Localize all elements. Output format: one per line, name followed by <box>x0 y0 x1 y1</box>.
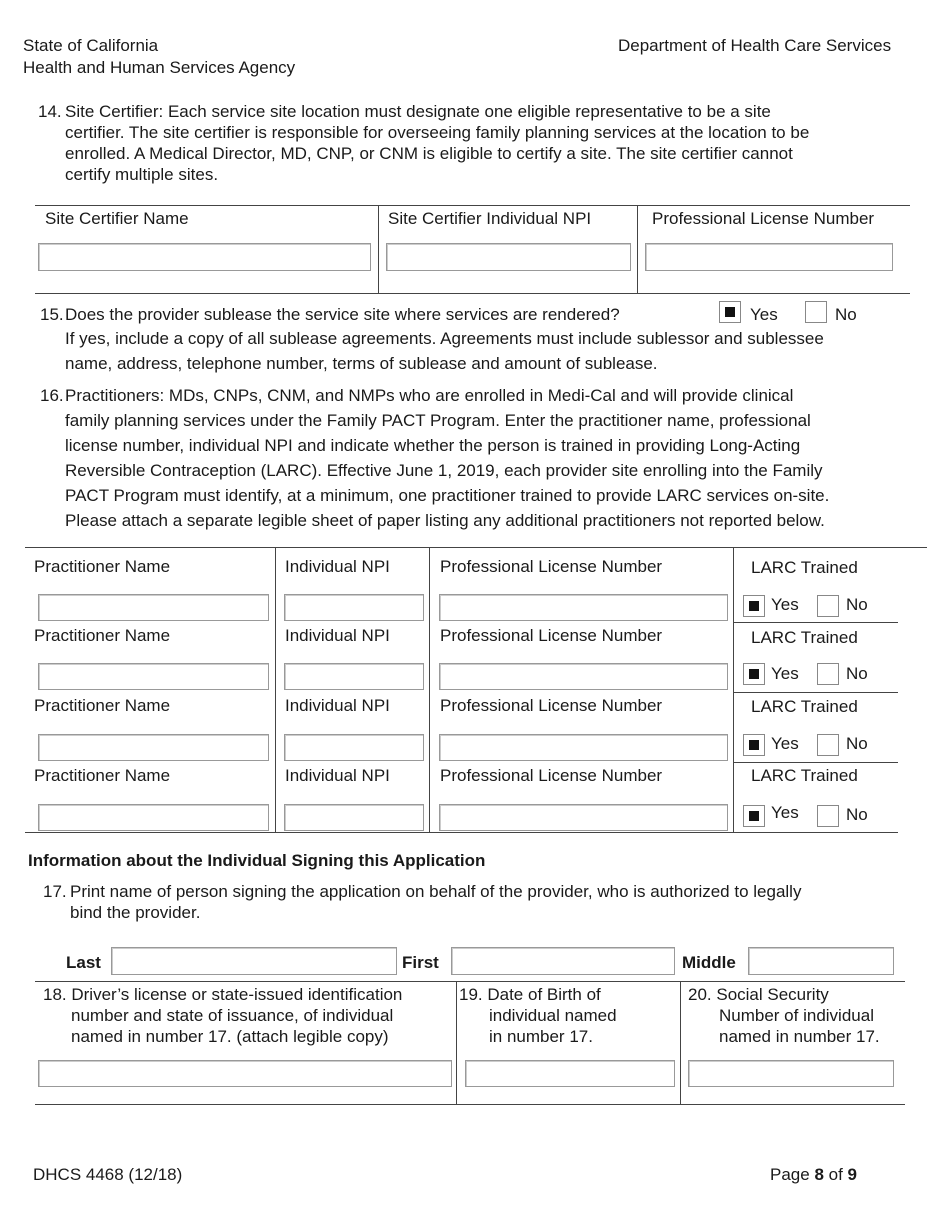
practitioner-npi-label: Individual NPI <box>285 696 390 715</box>
signer-col-divider <box>680 981 681 1105</box>
larc-no-checkbox[interactable] <box>817 805 839 827</box>
practitioner-name-label: Practitioner Name <box>34 766 171 785</box>
q14-col-divider <box>637 205 638 294</box>
signer-table-top-border <box>35 981 905 982</box>
practitioner-license-field[interactable] <box>439 804 728 831</box>
q14-line: Site Certifier: Each service site location must designate one eligible representative to be a site <box>65 102 771 121</box>
q20-label: Number of individual <box>719 1006 874 1025</box>
larc-yes-checkbox[interactable] <box>743 663 765 685</box>
practitioner-npi-field[interactable] <box>284 734 424 761</box>
page-of: of <box>823 1165 848 1184</box>
q14-number: 14. <box>38 102 62 121</box>
form-id: DHCS 4468 (12/18) <box>33 1165 183 1184</box>
site-certifier-name-label: Site Certifier Name <box>45 209 189 228</box>
q15-line: name, address, telephone number, terms of sublease and amount of sublease. <box>65 354 658 373</box>
page-current: 8 <box>814 1165 824 1184</box>
q14-table-top-border <box>35 205 910 206</box>
practitioner-name-label: Practitioner Name <box>34 696 171 715</box>
q14-line: certify multiple sites. <box>65 165 219 184</box>
practitioner-name-label: Practitioner Name <box>34 557 171 576</box>
q14-line: enrolled. A Medical Director, MD, CNP, or CNM is eligible to certify a site. The site certifier cannot <box>65 144 793 163</box>
q17-line: Print name of person signing the application on behalf of the provider, who is authorized to legally <box>70 882 802 901</box>
middle-name-label: Middle <box>682 953 736 972</box>
practitioner-name-field[interactable] <box>38 594 269 621</box>
practitioner-npi-field[interactable] <box>284 663 424 690</box>
middle-name-field[interactable] <box>748 947 894 975</box>
q20-label: named in number 17. <box>719 1027 880 1046</box>
practitioner-name-field[interactable] <box>38 804 269 831</box>
first-name-field[interactable] <box>451 947 675 975</box>
site-certifier-npi-label: Site Certifier Individual NPI <box>388 209 592 228</box>
site-certifier-license-label: Professional License Number <box>652 209 875 228</box>
page-number <box>770 1164 857 1185</box>
q19-label: 19. Date of Birth of <box>459 985 601 1004</box>
page-total: 9 <box>847 1165 857 1184</box>
larc-yes-label: Yes <box>771 664 799 683</box>
last-name-field[interactable] <box>111 947 397 975</box>
q17-number: 17. <box>43 882 67 901</box>
q16-line: Please attach a separate legible sheet of paper listing any additional practitioners not reported below. <box>65 511 825 530</box>
q16-line: Practitioners: MDs, CNPs, CNM, and NMPs who are enrolled in Medi-Cal and will provide clinical <box>65 386 794 405</box>
practitioner-license-label: Professional License Number <box>440 696 663 715</box>
q15-no-checkbox[interactable] <box>805 301 827 323</box>
larc-yes-label: Yes <box>771 803 799 822</box>
larc-no-checkbox[interactable] <box>817 663 839 685</box>
practitioner-table-bottom-border <box>25 832 898 833</box>
practitioner-license-label: Professional License Number <box>440 766 663 785</box>
q19-label: individual named <box>489 1006 617 1025</box>
site-certifier-name-field[interactable] <box>38 243 371 271</box>
q18-label: named in number 17. (attach legible copy) <box>71 1027 389 1046</box>
q15-text <box>65 326 925 376</box>
header-state: State of California <box>23 36 159 55</box>
q19-label: in number 17. <box>489 1027 593 1046</box>
practitioner-npi-label: Individual NPI <box>285 557 390 576</box>
practitioner-name-field[interactable] <box>38 663 269 690</box>
practitioner-npi-field[interactable] <box>284 594 424 621</box>
practitioner-license-field[interactable] <box>439 594 728 621</box>
page-prefix: Page <box>770 1165 815 1184</box>
practitioner-table-top-border <box>25 547 927 548</box>
q15-number: 15. <box>40 305 64 324</box>
practitioner-npi-field[interactable] <box>284 804 424 831</box>
id-number-field[interactable] <box>38 1060 452 1087</box>
larc-yes-checkbox[interactable] <box>743 734 765 756</box>
q16-line: Reversible Contraception (LARC). Effective June 1, 2019, each provider site enrolling into the Family <box>65 461 823 480</box>
q16-line: PACT Program must identify, at a minimum, one practitioner trained to provide LARC services on-site. <box>65 486 830 505</box>
larc-row-divider <box>733 622 898 623</box>
larc-yes-checkbox[interactable] <box>743 595 765 617</box>
header-agency: Health and Human Services Agency <box>23 58 296 77</box>
q16-line: license number, individual NPI and indicate whether the person is trained in providing Long-Acting <box>65 436 801 455</box>
signer-section-heading: Information about the Individual Signing this Application <box>28 851 486 870</box>
q17-line: bind the provider. <box>70 903 201 922</box>
larc-no-label: No <box>846 805 868 824</box>
q15-question: Does the provider sublease the service site where services are rendered? <box>65 305 620 324</box>
q15-yes-checkbox[interactable] <box>719 301 741 323</box>
signer-table-bottom-border <box>35 1104 905 1105</box>
larc-no-label: No <box>846 595 868 614</box>
practitioner-col-divider <box>429 547 430 833</box>
practitioner-col-divider <box>275 547 276 833</box>
practitioner-name-label: Practitioner Name <box>34 626 171 645</box>
q17-text <box>70 881 920 923</box>
practitioner-license-label: Professional License Number <box>440 557 663 576</box>
date-of-birth-field[interactable] <box>465 1060 675 1087</box>
practitioner-license-label: Professional License Number <box>440 626 663 645</box>
larc-trained-label: LARC Trained <box>751 558 858 577</box>
practitioner-npi-label: Individual NPI <box>285 766 390 785</box>
larc-no-label: No <box>846 734 868 753</box>
practitioner-npi-label: Individual NPI <box>285 626 390 645</box>
larc-yes-label: Yes <box>771 734 799 753</box>
q14-col-divider <box>378 205 379 294</box>
q15-no-label: No <box>835 305 857 324</box>
larc-no-label: No <box>846 664 868 683</box>
q14-line: certifier. The site certifier is responsible for overseeing family planning services at the location to be <box>65 123 810 142</box>
header-department: Department of Health Care Services <box>618 36 892 55</box>
practitioner-name-field[interactable] <box>38 734 269 761</box>
first-name-label: First <box>402 953 439 972</box>
q15-line: If yes, include a copy of all sublease agreements. Agreements must include sublessor and sublessee <box>65 329 824 348</box>
practitioner-col-divider <box>733 547 734 833</box>
q20-label: 20. Social Security <box>688 985 829 1004</box>
practitioner-license-field[interactable] <box>439 663 728 690</box>
larc-no-checkbox[interactable] <box>817 734 839 756</box>
ssn-field[interactable] <box>688 1060 894 1087</box>
q16-text <box>65 383 935 533</box>
practitioner-license-field[interactable] <box>439 734 728 761</box>
q15-yes-label: Yes <box>750 305 778 324</box>
larc-trained-label: LARC Trained <box>751 628 858 647</box>
larc-trained-label: LARC Trained <box>751 766 858 785</box>
q18-label: 18. Driver’s license or state-issued identification <box>43 985 403 1004</box>
larc-no-checkbox[interactable] <box>817 595 839 617</box>
larc-trained-label: LARC Trained <box>751 697 858 716</box>
site-certifier-npi-field[interactable] <box>386 243 631 271</box>
last-name-label: Last <box>66 953 101 972</box>
site-certifier-license-field[interactable] <box>645 243 893 271</box>
larc-yes-checkbox[interactable] <box>743 805 765 827</box>
q18-label: number and state of issuance, of individual <box>71 1006 394 1025</box>
signer-col-divider <box>456 981 457 1105</box>
q14-table-bottom-border <box>35 293 910 294</box>
q16-line: family planning services under the Family PACT Program. Enter the practitioner name, professional <box>65 411 811 430</box>
larc-row-divider <box>733 762 898 763</box>
larc-row-divider <box>733 692 898 693</box>
q16-number: 16. <box>40 386 64 405</box>
q14-text <box>65 101 925 185</box>
larc-yes-label: Yes <box>771 595 799 614</box>
